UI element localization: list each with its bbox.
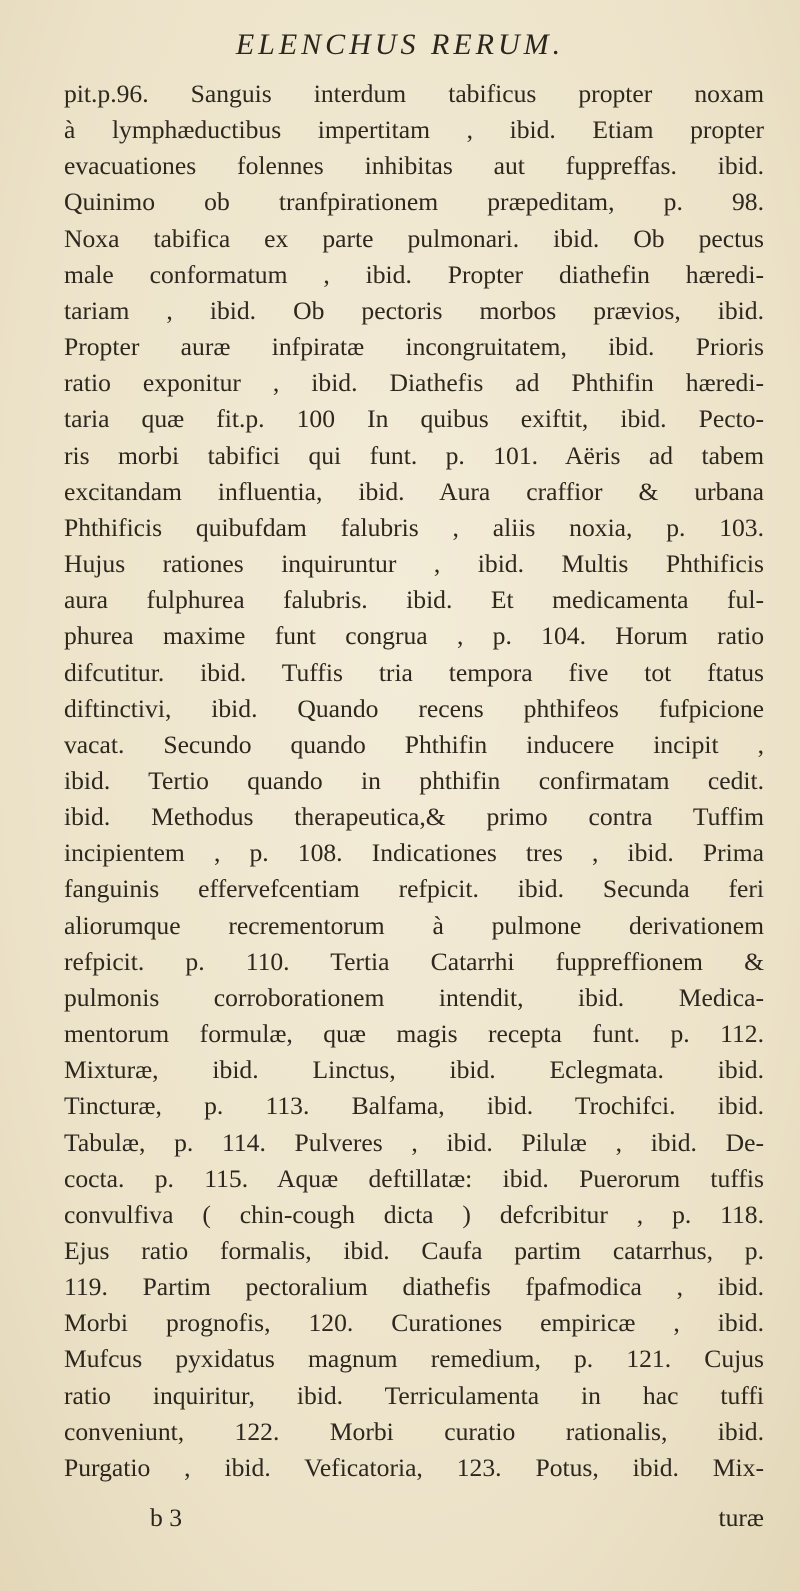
text-line: excitandam influentia, ibid. Aura craffior & urbana bbox=[64, 476, 764, 506]
text-line: refpicit. p. 110. Tertia Catarrhi fuppreffionem & bbox=[64, 946, 764, 976]
text-line: male conformatum , ibid. Propter diathefin hæredi- bbox=[64, 259, 764, 289]
text-line: Ejus ratio formalis, ibid. Caufa partim catarrhus, p. bbox=[64, 1236, 764, 1265]
text-line: convulfiva ( chin-cough dicta ) defcribitur , p. 118. bbox=[64, 1199, 764, 1229]
text-line: aura fulphurea falubris. ibid. Et medicamenta ful- bbox=[64, 585, 764, 615]
text-line: ratio inquiritur, ibid. Terriculamenta in hac tuffi bbox=[64, 1380, 764, 1410]
text-line: difcutitur. ibid. Tuffis tria tempora five tot ftatus bbox=[64, 657, 764, 687]
text-line: phurea maxime funt congrua , p. 104. Horum ratio bbox=[64, 621, 764, 651]
text-line: diftinctivi, ibid. Quando recens phthifeos fufpicione bbox=[64, 693, 764, 723]
text-line: pit.p.96. Sanguis interdum tabificus propter noxam bbox=[64, 79, 764, 108]
text-line: evacuationes folennes inhibitas aut fuppreffas. ibid. bbox=[64, 151, 764, 181]
index-text bbox=[64, 76, 764, 1486]
text-line: Hujus rationes inquiruntur , ibid. Multis Phthificis bbox=[64, 549, 764, 579]
text-line: Tabulæ, p. 114. Pulveres , ibid. Pilulæ , ibid. De- bbox=[64, 1127, 764, 1157]
page-footer bbox=[64, 1503, 764, 1543]
running-title: ELENCHUS RERUM. bbox=[235, 28, 565, 61]
text-line: incipientem , p. 108. Indicationes tres , ibid. Prima bbox=[64, 838, 764, 868]
text-line: Mufcus pyxidatus magnum remedium, p. 121. Cujus bbox=[64, 1344, 764, 1374]
catchword: turæ bbox=[718, 1503, 764, 1532]
text-line: tariam , ibid. Ob pectoris morbos prævios, ibid. bbox=[64, 295, 764, 325]
text-line: ratio exponitur , ibid. Diathefis ad Phthifin hæredi- bbox=[64, 368, 764, 398]
text-line: Propter auræ infpiratæ incongruitatem, ibid. Prioris bbox=[64, 332, 764, 362]
text-line: mentorum formulæ, quæ magis recepta funt. p. 112. bbox=[64, 1019, 764, 1049]
text-line: ibid. Methodus therapeutica,& primo contra Tuffim bbox=[64, 802, 764, 832]
text-line: cocta. p. 115. Aquæ deftillatæ: ibid. Puerorum tuffis bbox=[64, 1163, 764, 1193]
text-line: Morbi prognofis, 120. Curationes empiricæ , ibid. bbox=[64, 1308, 764, 1338]
text-line: fanguinis effervefcentiam refpicit. ibid. Secunda feri bbox=[64, 874, 764, 904]
text-line: ris morbi tabifici qui funt. p. 101. Aëris ad tabem bbox=[64, 440, 764, 470]
text-line: à lymphæductibus impertitam , ibid. Etiam propter bbox=[64, 115, 764, 145]
text-line: aliorumque recrementorum à pulmone derivationem bbox=[64, 910, 764, 940]
text-line: ibid. Tertio quando in phthifin confirmatam cedit. bbox=[64, 765, 764, 795]
text-line: 119. Partim pectoralium diathefis fpafmodica , ibid. bbox=[64, 1272, 764, 1302]
text-line: Tincturæ, p. 113. Balfama, ibid. Trochifci. ibid. bbox=[64, 1091, 764, 1121]
text-line: taria quæ fit.p. 100 In quibus exiftit, ibid. Pecto- bbox=[64, 404, 764, 434]
signature-mark: b 3 bbox=[150, 1503, 182, 1532]
text-line: vacat. Secundo quando Phthifin inducere incipit , bbox=[64, 729, 764, 759]
text-line: Purgatio , ibid. Veficatoria, 123. Potus, ibid. Mix- bbox=[64, 1452, 764, 1482]
text-line: conveniunt, 122. Morbi curatio rationalis, ibid. bbox=[64, 1416, 764, 1446]
text-line: Quinimo ob tranfpirationem præpeditam, p. 98. bbox=[64, 187, 764, 217]
text-line: Mixturæ, ibid. Linctus, ibid. Eclegmata. ibid. bbox=[64, 1055, 764, 1085]
text-line: Noxa tabifica ex parte pulmonari. ibid. Ob pectus bbox=[64, 223, 764, 253]
text-line: pulmonis corroborationem intendit, ibid. Medica- bbox=[64, 982, 764, 1012]
text-line: Phthificis quibufdam falubris , aliis noxia, p. 103. bbox=[64, 512, 764, 542]
